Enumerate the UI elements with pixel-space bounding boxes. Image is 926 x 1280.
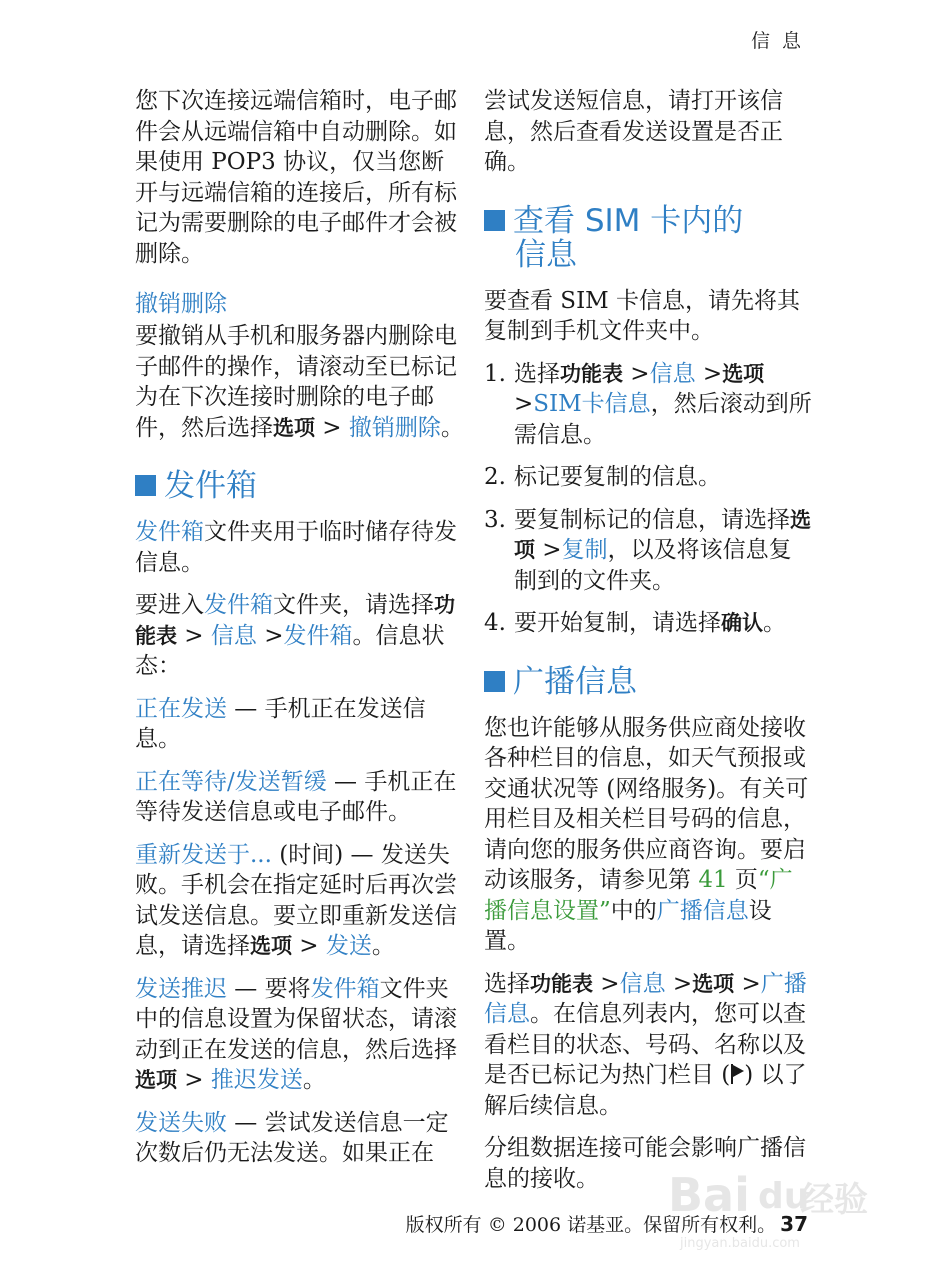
paragraph: 尝试发送短信息，请打开该信息，然后查看发送设置是否正确。 — [484, 88, 783, 175]
link-messages[interactable]: 信息 — [210, 622, 257, 649]
cell-broadcast-heading: 广播信息 — [484, 665, 814, 699]
link-messages[interactable]: 信息 — [649, 360, 696, 387]
page-header-title: 信 息 — [750, 30, 804, 52]
page-ref-link[interactable]: 41 — [698, 867, 728, 893]
status-sending: 正在发送 — 手机正在发送信息。 — [135, 695, 426, 752]
link-copy[interactable]: 复制 — [561, 537, 608, 563]
status-failed: 发送失败 — 尝试发送信息一定次数后仍无法发送。如果正在 — [135, 1109, 449, 1166]
baidu-watermark: Bai du 经验 jingyan.baidu.com — [668, 1168, 868, 1251]
sim-steps-list — [484, 359, 814, 639]
copyright-text: 版权所有 © 2006 诺基亚。保留所有权利。 — [405, 1214, 777, 1236]
link-outbox[interactable]: 发件箱 — [283, 622, 353, 649]
link-sim-messages[interactable]: SIM卡信息 — [533, 391, 651, 417]
list-item: 4. 要开始复制，请选择确认。 — [484, 610, 786, 636]
heading-square-icon — [484, 210, 505, 231]
link-defer-sending[interactable]: 推迟发送 — [210, 1067, 303, 1093]
link-send[interactable]: 发送 — [325, 933, 372, 959]
undelete-subheading: 撤销删除 — [135, 291, 227, 317]
sim-heading: 查看 SIM 卡内的 信息 — [484, 204, 814, 272]
left-column — [135, 86, 465, 1181]
link-outbox[interactable]: 发件箱 — [135, 519, 204, 545]
page-footer — [406, 1210, 808, 1237]
list-item: 1. 选择功能表 >信息 >选项 >SIM卡信息，然后滚动到所需信息。 — [484, 360, 812, 448]
cb-paragraph-3: 分组数据连接可能会影响广播信息的接收。 — [484, 1135, 806, 1192]
link-outbox[interactable]: 发件箱 — [204, 592, 273, 618]
outbox-heading: 发件箱 — [135, 469, 465, 503]
paragraph: 您下次连接远端信箱时，电子邮件会从远端信箱中自动删除。如果使用 POP3 协议，仅当您断开与远端信箱的连接后，所有标记为需要删除的电子邮件才会被删除。 — [135, 88, 457, 267]
cb-paragraph-1: 您也许能够从服务供应商处接收各种栏目的信息，如天气预报或交通状况等 (网络服务)。有关可用栏目及相关栏目号码的信息，请向您的服务供应商咨询。要启动该服务，请参见第 41 页“广播信息设置”中的广播信息设置。 — [484, 714, 809, 954]
link-cell-broadcast[interactable]: 广播信息 — [484, 970, 807, 1027]
link-outbox[interactable]: 发件箱 — [310, 975, 380, 1002]
page-number: 37 — [780, 1212, 808, 1236]
status-deferred: 发送推迟 — 要将发件箱文件夹中的信息设置为保留状态，请滚动到正在发送的信息，然后选择选项 > 推迟发送。 — [135, 975, 457, 1093]
link-messages[interactable]: 信息 — [619, 970, 666, 997]
outbox-paragraph-2: 要进入发件箱文件夹，请选择功能表 > 信息 >发件箱。信息状态： — [135, 592, 455, 679]
status-resend: 重新发送于... (时间) — 发送失败。手机会在指定延时后再次尝试发送信息。要立即重新发送信息，请选择选项 > 发送。 — [135, 841, 457, 959]
sim-intro: 要查看 SIM 卡信息，请先将其复制到手机文件夹中。 — [484, 287, 801, 344]
list-item: 2. 标记要复制的信息。 — [484, 464, 721, 490]
outbox-paragraph-1: 发件箱文件夹用于临时储存待发信息。 — [135, 519, 457, 576]
heading-square-icon — [135, 475, 156, 496]
list-item: 3. 要复制标记的信息，请选择选项 >复制，以及将该信息复制到的文件夹。 — [484, 506, 811, 594]
heading-square-icon — [484, 671, 505, 692]
link-cell-broadcast[interactable]: 广播信息 — [656, 897, 749, 924]
undelete-paragraph: 要撤销从手机和服务器内删除电子邮件的操作，请滚动至已标记为在下次连接时删除的电子邮件，然后选择选项 > 撤销删除。 — [135, 323, 464, 441]
cb-paragraph-2: 选择功能表 >信息 >选项 >广播信息。在信息列表内，您可以查看栏目的状态、号码、名称以及是否已标记为热门栏目 ( ) 以了解后续信息。 — [484, 970, 807, 1119]
flag-icon — [730, 1064, 744, 1084]
status-waiting: 正在等待/发送暂缓 — 手机正在等待发送信息或电子邮件。 — [135, 768, 457, 825]
right-column — [484, 86, 814, 1206]
link-undelete[interactable]: 撤销删除 — [348, 414, 441, 441]
section-ref-link[interactable]: “广播信息设置” — [484, 867, 793, 924]
